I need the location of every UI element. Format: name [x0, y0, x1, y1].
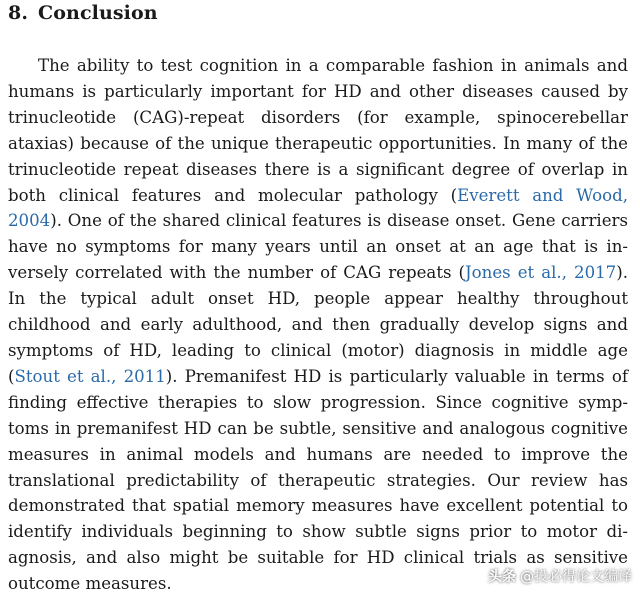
citation-link-everett-wood-year[interactable]: 2004 [8, 211, 51, 231]
text-fragment: ). One of the shared clinical features is disease onset. Gene carriers [50, 211, 628, 231]
section-title: Conclusion [38, 2, 158, 24]
text-line: trinucleotide (CAG)-repeat disorders (for example, spinocerebellar [8, 107, 628, 127]
text-line: childhood and early adulthood, and then gradually develop signs and [8, 315, 628, 335]
text-line-with-citation [8, 260, 628, 286]
text-fragment: ). Premanifest HD is particularly valuable in terms of [165, 366, 628, 386]
text-line: trinucleotide repeat diseases there is a significant degree of overlap in [8, 159, 628, 179]
text-line: humans is particularly important for HD and other diseases caused by [8, 81, 628, 101]
text-line: finding effective therapies to slow progression. Since cognitive symp- [8, 392, 628, 412]
text-line: symptoms of HD, leading to clinical (motor) diagnosis in middle age [8, 340, 628, 360]
text-line: have no symptoms for many years until an onset at an age that is in- [8, 237, 628, 257]
text-fragment: versely correlated with the number of CAG repeats ( [8, 263, 466, 283]
text-line: agnosis, and also might be suitable for HD clinical trials as sensitive [8, 548, 628, 568]
text-line: toms in premanifest HD can be subtle, sensitive and analogous cognitive [8, 418, 628, 438]
text-fragment: ). [616, 263, 628, 283]
text-line: identify individuals beginning to show subtle signs prior to motor di- [8, 522, 628, 542]
text-fragment: ( [8, 366, 15, 386]
citation-link-everett-wood[interactable]: Everett and Wood, [457, 185, 628, 205]
section-heading [8, 2, 158, 24]
text-line: measures in animal models and humans are needed to improve the [8, 444, 628, 464]
text-line: demonstrated that spatial memory measures have excellent potential to [8, 496, 628, 516]
watermark-handle: @投必得论文编译 [520, 569, 632, 585]
text-line: In the typical adult onset HD, people appear healthy throughout [8, 289, 628, 309]
text-line-with-citation [8, 183, 628, 209]
text-line: outcome measures. [8, 574, 172, 594]
text-line: ataxias) because of the unique therapeutic opportunities. In many of the [8, 133, 628, 153]
text-line: The ability to test cognition in a comparable fashion in animals and [38, 56, 628, 75]
citation-link-jones[interactable]: Jones et al., 2017 [465, 263, 617, 283]
conclusion-paragraph [8, 53, 628, 597]
watermark [488, 566, 632, 586]
text-fragment: both clinical features and molecular pathology ( [8, 185, 458, 205]
section-number: 8. [8, 2, 29, 24]
citation-link-stout[interactable]: Stout et al., 2011 [14, 366, 166, 386]
watermark-platform: 头条 [488, 569, 516, 585]
text-line-with-citation [8, 208, 628, 234]
text-line: translational predictability of therapeutic strategies. Our review has [8, 470, 628, 490]
text-line-with-citation [8, 364, 628, 390]
